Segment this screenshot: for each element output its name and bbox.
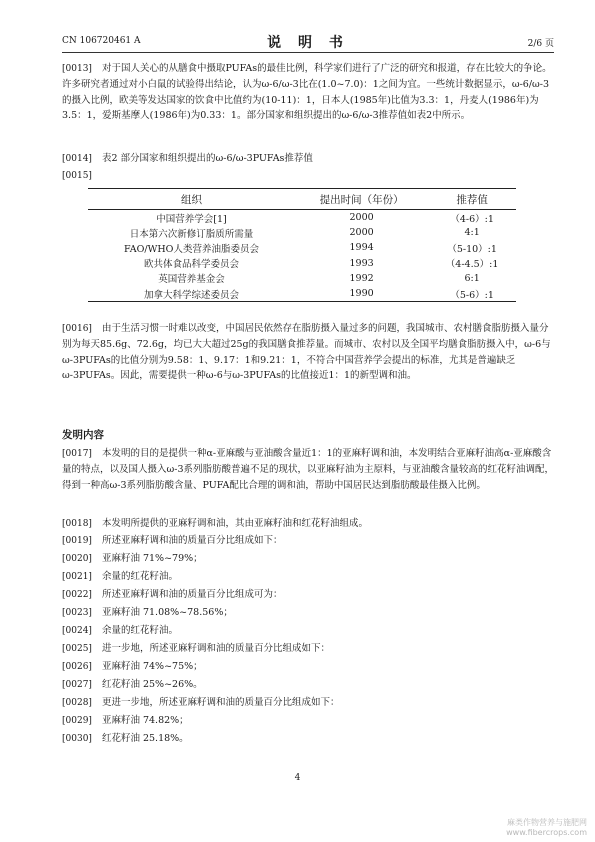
paragraph-0030: [0030] 红花籽油 25.18%。 bbox=[62, 733, 189, 744]
table-cell-value: 6:1 bbox=[464, 272, 480, 284]
table-row bbox=[88, 210, 516, 226]
table-cell-value: 4:1 bbox=[464, 227, 480, 239]
table-cell-year: 1990 bbox=[295, 286, 428, 302]
page-indicator: 2/6 页 bbox=[527, 39, 554, 49]
document-title: 说 明 书 bbox=[267, 35, 349, 51]
column-header: 组织 bbox=[88, 189, 295, 210]
table-row bbox=[88, 256, 516, 271]
paragraph-0022: [0022] 所述亚麻籽调和油的质量百分比组成可为： bbox=[62, 589, 283, 600]
paragraph-0013: [0013] 对于国人关心的从膳食中摄取PUFAs的最佳比例，科学家们进行了广泛的研究和报道，存在比较大的争论。许多研究者通过对小白鼠的试验得出结论，认为ω-6/ω-3比在(1.0~7.0)：1之间为宜。一些统计数据显示，ω-6/ω-3的摄入比例，欧美等发达国家的饮食中比值约为(10-11)：1，日本人(1985年)比值为3.3：1，丹麦人(1986年)为3.5：1，爱斯基摩人(1986年)为0.33：1。部分国家和组织提出的ω-6/ω-3推荐值如表2中所示。 bbox=[62, 63, 552, 122]
table-cell-year: 1994 bbox=[349, 242, 374, 254]
table-cell-year: 1992 bbox=[349, 272, 374, 284]
paragraph-0014: [0014] 表2 部分国家和组织提出的ω-6/ω-3PUFAs推荐值 bbox=[62, 153, 313, 164]
column-header: 提出时间（年份） bbox=[295, 189, 428, 210]
table-cell-value: （4-6）:1 bbox=[450, 213, 494, 225]
paragraph-0026: [0026] 亚麻籽油 74%~75%； bbox=[62, 661, 203, 672]
paragraph-0027: [0027] 红花籽油 25%~26%。 bbox=[62, 679, 203, 690]
column-header: 推荐值 bbox=[428, 189, 516, 210]
table-cell-value: （4-4.5）:1 bbox=[445, 259, 499, 271]
paragraph-0024: [0024] 余量的红花籽油。 bbox=[62, 625, 178, 636]
table-row bbox=[88, 271, 516, 286]
table-cell-value: （5-6）:1 bbox=[428, 286, 516, 302]
page-header bbox=[62, 32, 554, 53]
table-cell-organization: 加拿大科学综述委员会 bbox=[88, 286, 295, 302]
paragraph-0017: [0017] 本发明的目的是提供一种α-亚麻酸与亚油酸含量近1：1的亚麻籽调和油，本发明结合亚麻籽油高α-亚麻酸含量的特点，以及国人摄入ω-3系列脂肪酸普遍不足的现状，以亚麻籽油为主原料，与亚油酸含量较高的红花籽油调配，得到一种高ω-3系列脂肪酸含量、PUFA配比合理的调和油，帮助中国居民达到脂肪酸最佳摄入比例。 bbox=[62, 448, 555, 491]
table-cell-year: 2000 bbox=[349, 227, 374, 239]
paragraph-0015: [0015] bbox=[62, 171, 92, 181]
table-cell-organization: 欧共体食品科学委员会 bbox=[144, 259, 240, 271]
paragraph-0028: [0028] 更进一步地，所述亚麻籽调和油的质量百分比组成如下： bbox=[62, 697, 340, 708]
table-cell-year: 2000 bbox=[349, 212, 374, 224]
table-row bbox=[88, 225, 516, 240]
table-cell-organization: FAO/WHO人类营养油脂委员会 bbox=[124, 243, 259, 255]
section-heading: 发明内容 bbox=[62, 429, 104, 441]
table-row bbox=[88, 286, 516, 302]
patent-number: CN 106720461 A bbox=[62, 36, 141, 46]
paragraph-0029: [0029] 亚麻籽油 74.82%； bbox=[62, 715, 189, 726]
table-cell-organization: 中国营养学会[1] bbox=[156, 213, 227, 225]
page-number: 4 bbox=[294, 773, 301, 783]
paragraph-0016: [0016] 由于生活习惯一时难以改变，中国居民依然存在脂肪摄入量过多的问题，我国城市、农村膳食脂肪摄入量分别为每天85.6g、72.6g，均已大大超过25g的我国膳食推荐量。而城市、农村以及全国平均膳食脂肪摄入中，ω-6与ω-3PUFAs的比值分别为9.58：1、9.17：1和9.21：1，不符合中国营养学会提出的标准，尤其是普遍缺乏ω-3PUFAs。因此，需要提供一种ω-6与ω-3PUFAs的比值接近1：1的新型调和油。 bbox=[62, 323, 551, 382]
table-row bbox=[88, 240, 516, 255]
paragraph-0023: [0023] 亚麻籽油 71.08%~78.56%； bbox=[62, 607, 233, 618]
table-cell-organization: 日本第六次新修订脂质所需量 bbox=[129, 228, 254, 240]
paragraph-0018: [0018] 本发明所提供的亚麻籽调和油，其由亚麻籽油和红花籽油组成。 bbox=[62, 518, 368, 529]
paragraph-0025: [0025] 进一步地，所述亚麻籽调和油的质量百分比组成如下： bbox=[62, 643, 330, 654]
watermark-title: 麻类作物营养与施肥网 bbox=[507, 818, 587, 827]
table-caption: 表2 部分国家和组织提出的ω-6/ω-3PUFAs推荐值 bbox=[101, 153, 313, 164]
paragraph-0021: [0021] 余量的红花籽油。 bbox=[62, 571, 178, 582]
recommendation-table bbox=[88, 188, 516, 302]
paragraph-0020: [0020] 亚麻籽油 71%~79%； bbox=[62, 553, 203, 564]
paragraph-0019: [0019] 所述亚麻籽调和油的质量百分比组成如下： bbox=[62, 535, 283, 546]
table-header-row bbox=[88, 189, 516, 210]
table-cell-year: 1993 bbox=[349, 257, 374, 269]
watermark bbox=[506, 818, 587, 838]
table-cell-organization: 英国营养基金会 bbox=[158, 274, 225, 286]
table-cell-value: （5-10）:1 bbox=[447, 243, 497, 255]
watermark-url: www.fibercrops.com bbox=[506, 828, 587, 837]
